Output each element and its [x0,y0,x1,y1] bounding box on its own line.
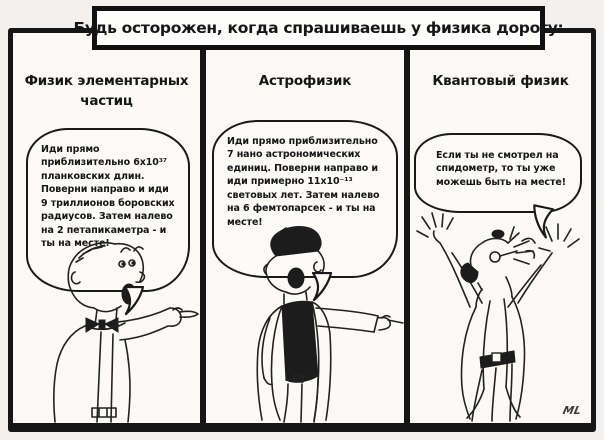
panel-particle-physicist [13,33,200,423]
panel-header: Астрофизик [258,73,352,89]
bubble-tail-icon [309,272,335,302]
particle-physicist-figure [13,228,200,423]
artist-signature: ML [561,404,583,417]
panel-quantum-physicist [410,33,591,423]
bubble-tail-icon [121,286,147,316]
panel-header: Квантовый физик [432,73,569,89]
panel-header: Физик элементарных частиц [24,73,189,110]
comic-frame [8,28,596,432]
speech-text: Иди прямо приблизительно 6x10³⁷ планковских длин. Поверни направо и иди 9 триллионов боровских радиусов. Затем налево на 2 петапикаметра - и ты на месте! [41,144,175,250]
quantum-physicist-figure [410,211,591,423]
panel-astrophysicist [206,33,404,423]
comic-title-text: Будь осторожен, когда спрашиваешь у физика дорогу: [73,19,564,37]
comic-title [73,6,564,50]
speech-text: Иди прямо приблизительно 7 нано астрономических единиц. Поверни направо и иди примерно 11x10⁻¹³ световых лет. Затем налево на 6 фемтопарсек - и ты на месте! [227,136,380,228]
astrophysicist-figure [206,226,404,423]
speech-bubble [414,133,582,213]
speech-text: Если ты не смотрел на спидометр, то ты уже можешь быть на месте! [436,150,566,188]
